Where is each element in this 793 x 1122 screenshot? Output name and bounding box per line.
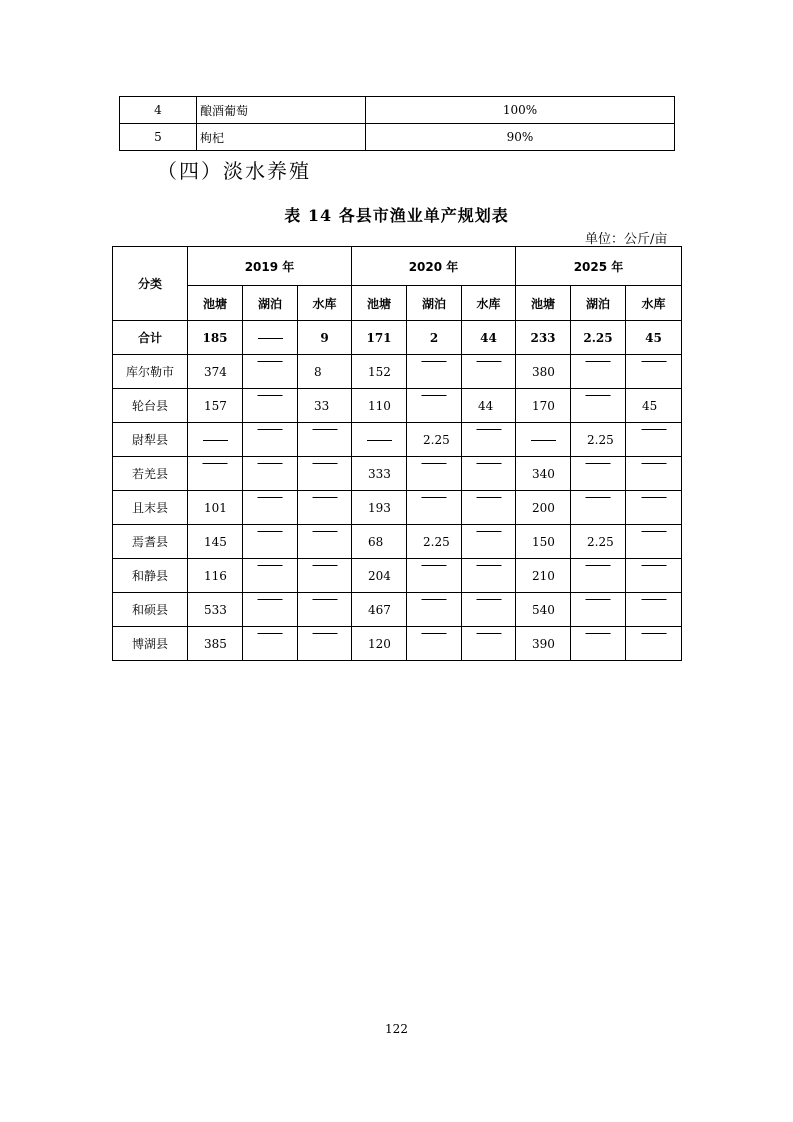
value-cell: 9 — [298, 321, 352, 355]
dash-mark — [586, 633, 611, 634]
county-name: 且末县 — [113, 491, 188, 525]
dash-mark — [258, 395, 283, 396]
empty-dash-cell — [462, 593, 516, 627]
sub-header: 池塘 — [352, 286, 407, 321]
value-cell: 45 — [626, 389, 682, 423]
value-cell: 540 — [516, 593, 571, 627]
dash-mark — [258, 338, 283, 339]
empty-dash-cell — [571, 559, 626, 593]
sub-header: 池塘 — [516, 286, 571, 321]
value-cell: 2 — [407, 321, 462, 355]
table-row — [113, 389, 682, 423]
empty-dash-cell — [298, 525, 352, 559]
sub-header: 池塘 — [188, 286, 243, 321]
value-cell: 210 — [516, 559, 571, 593]
dash-mark — [586, 395, 611, 396]
dash-mark — [312, 633, 337, 634]
value-cell: 390 — [516, 627, 571, 661]
empty-dash-cell — [352, 423, 407, 457]
sub-header: 湖泊 — [571, 286, 626, 321]
empty-dash-cell — [407, 627, 462, 661]
value-cell: 2.25 — [407, 423, 462, 457]
empty-dash-cell — [243, 389, 298, 423]
empty-dash-cell — [407, 457, 462, 491]
dash-mark — [641, 429, 666, 430]
value-cell: 385 — [188, 627, 243, 661]
dash-mark — [422, 599, 447, 600]
crop-name: 酿酒葡萄 — [197, 97, 366, 124]
value-cell: 170 — [516, 389, 571, 423]
dash-mark — [476, 463, 501, 464]
dash-mark — [203, 440, 228, 441]
table-row — [113, 355, 682, 389]
empty-dash-cell — [626, 559, 682, 593]
empty-dash-cell — [243, 457, 298, 491]
value-cell: 171 — [352, 321, 407, 355]
dash-mark — [367, 440, 392, 441]
empty-dash-cell — [243, 627, 298, 661]
empty-dash-cell — [516, 423, 571, 457]
value-cell: 467 — [352, 593, 407, 627]
value-cell: 333 — [352, 457, 407, 491]
county-name: 尉犁县 — [113, 423, 188, 457]
empty-dash-cell — [188, 457, 243, 491]
value-cell: 2.25 — [571, 525, 626, 559]
value-cell: 2.25 — [571, 423, 626, 457]
dash-mark — [258, 565, 283, 566]
sub-header: 水库 — [298, 286, 352, 321]
empty-dash-cell — [626, 457, 682, 491]
value-cell: 380 — [516, 355, 571, 389]
dash-mark — [258, 599, 283, 600]
dash-mark — [586, 463, 611, 464]
value-cell: 8 — [298, 355, 352, 389]
value-cell: 2.25 — [571, 321, 626, 355]
empty-dash-cell — [298, 627, 352, 661]
value-cell: 150 — [516, 525, 571, 559]
crop-name: 枸杞 — [197, 124, 366, 151]
empty-dash-cell — [188, 423, 243, 457]
empty-dash-cell — [298, 593, 352, 627]
dash-mark — [312, 531, 337, 532]
table-row — [113, 559, 682, 593]
empty-dash-cell — [243, 525, 298, 559]
empty-dash-cell — [407, 491, 462, 525]
value-cell: 120 — [352, 627, 407, 661]
empty-dash-cell — [462, 491, 516, 525]
dash-mark — [586, 497, 611, 498]
unit-note: 单位：公斤/亩 — [585, 232, 668, 247]
dash-mark — [312, 599, 337, 600]
dash-mark — [258, 361, 283, 362]
dash-mark — [531, 440, 556, 441]
empty-dash-cell — [243, 593, 298, 627]
empty-dash-cell — [298, 423, 352, 457]
value-cell: 45 — [626, 321, 682, 355]
value-cell: 374 — [188, 355, 243, 389]
year-header: 2020 年 — [352, 247, 516, 286]
county-name: 库尔勒市 — [113, 355, 188, 389]
dash-mark — [641, 361, 666, 362]
dash-mark — [476, 361, 501, 362]
empty-dash-cell — [243, 423, 298, 457]
dash-mark — [422, 463, 447, 464]
value-cell: 44 — [462, 321, 516, 355]
dash-mark — [258, 497, 283, 498]
table-caption: 表 14 各县市渔业单产规划表 — [284, 206, 509, 225]
empty-dash-cell — [626, 593, 682, 627]
row-index: 4 — [120, 97, 197, 124]
sub-header: 湖泊 — [243, 286, 298, 321]
value-cell: 533 — [188, 593, 243, 627]
dash-mark — [422, 497, 447, 498]
value-cell: 44 — [462, 389, 516, 423]
empty-dash-cell — [626, 627, 682, 661]
table-row — [113, 525, 682, 559]
dash-mark — [476, 633, 501, 634]
fishery-yield-table — [112, 246, 682, 661]
empty-dash-cell — [626, 491, 682, 525]
dash-mark — [312, 463, 337, 464]
section-heading: （四）淡水养殖 — [157, 159, 311, 183]
table-row — [120, 97, 675, 124]
empty-dash-cell — [462, 457, 516, 491]
empty-dash-cell — [571, 491, 626, 525]
empty-dash-cell — [243, 559, 298, 593]
dash-mark — [476, 429, 501, 430]
page-number: 122 — [385, 1022, 408, 1036]
ratio-value: 100% — [366, 97, 675, 124]
empty-dash-cell — [571, 627, 626, 661]
value-cell: 145 — [188, 525, 243, 559]
dash-mark — [258, 463, 283, 464]
dash-mark — [312, 429, 337, 430]
dash-mark — [586, 599, 611, 600]
county-name: 和静县 — [113, 559, 188, 593]
county-name: 博湖县 — [113, 627, 188, 661]
dash-mark — [312, 565, 337, 566]
value-cell: 200 — [516, 491, 571, 525]
dash-mark — [641, 633, 666, 634]
empty-dash-cell — [407, 355, 462, 389]
empty-dash-cell — [462, 525, 516, 559]
ratio-value: 90% — [366, 124, 675, 151]
empty-dash-cell — [571, 593, 626, 627]
empty-dash-cell — [298, 559, 352, 593]
dash-mark — [258, 633, 283, 634]
county-name: 合计 — [113, 321, 188, 355]
dash-mark — [258, 531, 283, 532]
empty-dash-cell — [298, 491, 352, 525]
dash-mark — [641, 531, 666, 532]
value-cell: 2.25 — [407, 525, 462, 559]
dash-mark — [422, 395, 447, 396]
empty-dash-cell — [407, 389, 462, 423]
table-row — [113, 627, 682, 661]
value-cell: 157 — [188, 389, 243, 423]
empty-dash-cell — [571, 355, 626, 389]
county-name: 轮台县 — [113, 389, 188, 423]
total-row — [113, 321, 682, 355]
dash-mark — [312, 497, 337, 498]
sub-header: 水库 — [462, 286, 516, 321]
empty-dash-cell — [407, 559, 462, 593]
dash-mark — [641, 565, 666, 566]
dash-mark — [422, 633, 447, 634]
table-row — [113, 423, 682, 457]
sub-header: 水库 — [626, 286, 682, 321]
value-cell: 110 — [352, 389, 407, 423]
value-cell: 204 — [352, 559, 407, 593]
county-name: 焉耆县 — [113, 525, 188, 559]
empty-dash-cell — [626, 355, 682, 389]
row-index: 5 — [120, 124, 197, 151]
dash-mark — [476, 497, 501, 498]
empty-dash-cell — [298, 457, 352, 491]
year-header: 2025 年 — [516, 247, 682, 286]
dash-mark — [422, 565, 447, 566]
value-cell: 101 — [188, 491, 243, 525]
category-header: 分类 — [113, 247, 188, 321]
dash-mark — [586, 361, 611, 362]
dash-mark — [476, 531, 501, 532]
empty-dash-cell — [462, 355, 516, 389]
dash-mark — [641, 497, 666, 498]
dash-mark — [586, 565, 611, 566]
empty-dash-cell — [626, 525, 682, 559]
value-cell: 68 — [352, 525, 407, 559]
dash-mark — [476, 565, 501, 566]
dash-mark — [476, 599, 501, 600]
value-cell: 340 — [516, 457, 571, 491]
empty-dash-cell — [243, 491, 298, 525]
table-row — [120, 124, 675, 151]
value-cell: 116 — [188, 559, 243, 593]
value-cell: 193 — [352, 491, 407, 525]
empty-dash-cell — [407, 593, 462, 627]
value-cell: 233 — [516, 321, 571, 355]
sub-header: 湖泊 — [407, 286, 462, 321]
dash-mark — [258, 429, 283, 430]
table-row — [113, 593, 682, 627]
dash-mark — [422, 361, 447, 362]
empty-dash-cell — [571, 389, 626, 423]
dash-mark — [203, 463, 228, 464]
table-row — [113, 491, 682, 525]
empty-dash-cell — [571, 457, 626, 491]
empty-dash-cell — [243, 321, 298, 355]
dash-mark — [641, 463, 666, 464]
crop-ratio-table-continued — [119, 96, 675, 151]
county-name: 和硕县 — [113, 593, 188, 627]
year-header: 2019 年 — [188, 247, 352, 286]
empty-dash-cell — [462, 423, 516, 457]
empty-dash-cell — [626, 423, 682, 457]
empty-dash-cell — [462, 559, 516, 593]
value-cell: 33 — [298, 389, 352, 423]
value-cell: 185 — [188, 321, 243, 355]
county-name: 若羌县 — [113, 457, 188, 491]
empty-dash-cell — [462, 627, 516, 661]
table-row — [113, 457, 682, 491]
dash-mark — [641, 599, 666, 600]
empty-dash-cell — [243, 355, 298, 389]
value-cell: 152 — [352, 355, 407, 389]
